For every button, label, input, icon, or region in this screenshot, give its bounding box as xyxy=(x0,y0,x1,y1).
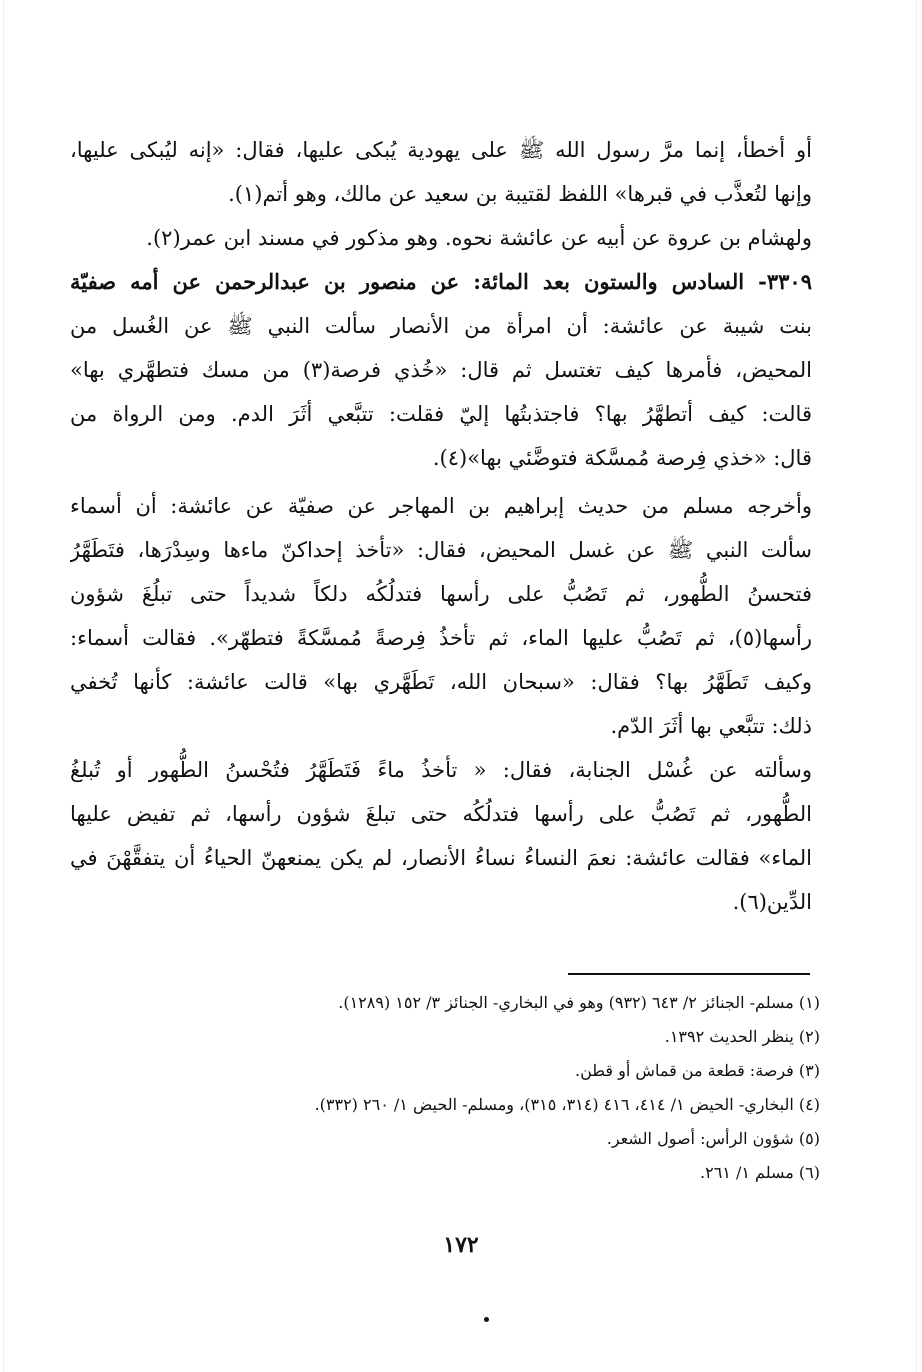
footnote-separator xyxy=(568,973,810,975)
footnote: (٦) مسلم ١/ ٢٦١. xyxy=(700,1163,820,1182)
text-line: ولهشام بن عروة عن أبيه عن عائشة نحوه. وهو مذكور في مسند ابن عمر(٢). xyxy=(146,226,812,250)
text-line: ذلك: تتبَّعي بها أثَرَ الدّم. xyxy=(610,714,812,738)
text-line: الطُّهور، ثم تَصُبُّ على رأسها فتدلُكُه حتى تبلغَ شؤون رأسها، ثم تفيض عليها xyxy=(70,802,812,826)
footnote: (٥) شؤون الرأس: أصول الشعر. xyxy=(606,1129,820,1148)
text-line: وكيف تَطَهَّرُ بها؟ فقال: «سبحان الله، تَطَهَّري بها» قالت عائشة: كأنها تُخفي xyxy=(70,670,812,694)
text-line: رأسها(٥)، ثم تَصُبُّ عليها الماء، ثم تأخذُ فِرصةً مُمسَّكةً فتطهّر». فقالت أسماء: xyxy=(70,626,812,650)
footnote: (١) مسلم- الجنائز ٢/ ٦٤٣ (٩٣٢) وهو في البخاري- الجنائز ٣/ ١٥٢ (١٢٨٩). xyxy=(338,993,820,1012)
text-line: المحيض، فأمرها كيف تغتسل ثم قال: «خُذي فرصة(٣) من مسك فتطهَّري بها» xyxy=(70,358,812,382)
hadith-heading-line: ٣٣٠٩- السادس والستون بعد المائة: عن منصور بن عبدالرحمن عن أمه صفيّة xyxy=(70,269,812,294)
text-line: سألت النبي ﷺ عن غسل المحيض، فقال: «تأخذ إحداكنّ ماءها وسِدْرَها، فتَطَهَّرُ xyxy=(70,538,812,562)
footnote: (٤) البخاري- الحيض ١/ ٤١٤، ٤١٦ (٣١٤، ٣١٥)، ومسلم- الحيض ١/ ٢٦٠ (٣٣٢). xyxy=(314,1095,820,1114)
text-line: فتحسنُ الطُّهور، ثم تَصُبُّ على رأسها فتدلُكُه دلكاً شديداً حتى تبلُغَ شؤون xyxy=(70,582,812,606)
text-line: قال: «خذي فِرصة مُمسَّكة فتوضَّئي بها»(٤). xyxy=(432,446,812,470)
text-line: بنت شيبة عن عائشة: أن امرأة من الأنصار سألت النبي ﷺ عن الغُسل من xyxy=(70,314,812,338)
page-number: ١٧٢ xyxy=(443,1232,479,1258)
text-line: الدِّين(٦). xyxy=(732,890,812,914)
text-line: أو أخطأ، إنما مرَّ رسول الله ﷺ على يهودية يُبكى عليها، فقال: «إنه ليُبكى عليها، xyxy=(70,138,812,162)
text-line: وإنها لتُعذَّب في قبرها» اللفظ لقتيبة بن سعيد عن مالك، وهو أتم(١). xyxy=(228,182,812,206)
footnote: (٣) فرصة: قطعة من قماش أو قطن. xyxy=(575,1061,820,1080)
scan-dot xyxy=(484,1317,489,1322)
footnotes xyxy=(200,986,820,1190)
text-line: وسألته عن غُسْل الجنابة، فقال: « تأخذُ ماءً فَتَطَهَّرُ فتُحْسنُ الطُّهور أو تُبلغُ xyxy=(70,758,812,782)
text-line: قالت: كيف أتطهَّرُ بها؟ فاجتذبتُها إليّ فقلت: تتبَّعي أثَرَ الدم. ومن الرواة من xyxy=(70,402,812,426)
main-text xyxy=(70,128,812,924)
text-line: الماء» فقالت عائشة: نعمَ النساءُ نساءُ الأنصار، لم يكن يمنعهنّ الحياءُ أن يتفقَّهْنَ في xyxy=(70,846,812,870)
footnote: (٢) ينظر الحديث ١٣٩٢. xyxy=(664,1027,820,1046)
text-line: وأخرجه مسلم من حديث إبراهيم بن المهاجر عن صفيّة عن عائشة: أن أسماء xyxy=(70,494,812,518)
